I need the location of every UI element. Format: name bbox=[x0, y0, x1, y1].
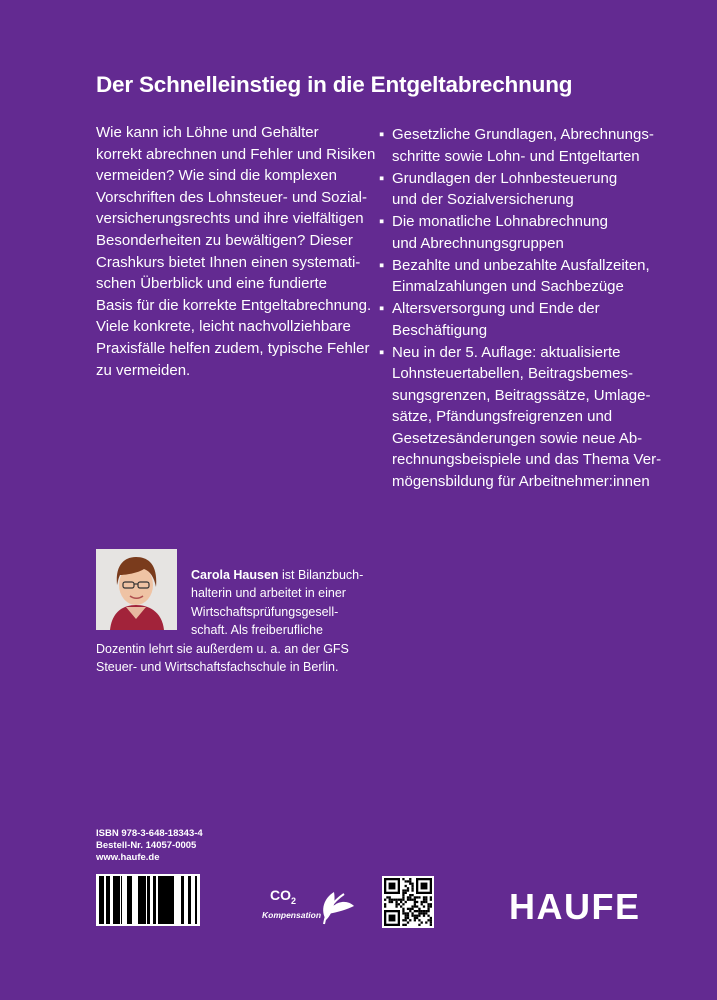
author-name: Carola Hausen bbox=[191, 568, 279, 582]
intro-line: Wie kann ich Löhne und Gehälter bbox=[96, 124, 319, 141]
co2-caption: Kompensation bbox=[262, 910, 322, 920]
bullet-icon: ▪ bbox=[379, 126, 385, 143]
feature-list-line: und Abrechnungsgruppen bbox=[392, 234, 564, 252]
feature-list-line: Bezahlte und unbezahlte Ausfallzeiten, bbox=[392, 256, 650, 274]
order-number: Bestell-Nr. 14057-0005 bbox=[96, 840, 197, 851]
feature-list-item bbox=[378, 255, 668, 298]
feature-list-line: Grundlagen der Lohnbesteuerung bbox=[392, 169, 618, 187]
intro-line: versicherungsrechts und ihre vielfältigen bbox=[96, 210, 364, 228]
bullet-icon: ▪ bbox=[379, 169, 385, 187]
intro-line: Basis für die korrekte Entgeltabrechnung. bbox=[96, 296, 372, 314]
intro-line: Praxisfälle helfen zudem, typische Fehler bbox=[96, 339, 370, 357]
feature-list-line: Altersversorgung und Ende der bbox=[392, 300, 600, 317]
feature-list-line: schritte sowie Lohn- und Entgeltarten bbox=[392, 147, 640, 165]
feature-list-line: sungsgrenzen, Beitragssätze, Umlage- bbox=[392, 386, 651, 404]
intro-line: Vorschriften des Lohnsteuer- und Sozial- bbox=[96, 188, 367, 206]
author-bio: Carola Hausen ist Bilanzbuch- halterin und arbeitet in einer Wirtschaftsprüfungsgesell- schaft. Als freiberufliche Dozentin lehrt sie außerdem u. a. an der GFS Steuer- und Wirtschaftsfachschule in Berlin. bbox=[96, 568, 364, 675]
intro-line: Viele konkrete, leicht nachvollziehbare bbox=[96, 318, 351, 336]
feature-list-item bbox=[378, 211, 668, 254]
feature-list-item bbox=[378, 124, 668, 167]
feature-list-item bbox=[378, 168, 668, 211]
book-title: Der Schnelleinstieg in die Entgeltabrechnung bbox=[96, 72, 573, 97]
feature-list bbox=[378, 124, 668, 493]
intro-line: Besonderheiten zu bewältigen? Dieser bbox=[96, 231, 353, 249]
feature-list-line: Gesetzesänderungen sowie neue Ab- bbox=[392, 429, 643, 447]
co2-label: $CO_2$ bbox=[270, 887, 297, 906]
feature-list-line: Die monatliche Lohnabrechnung bbox=[392, 213, 608, 230]
publisher-logo: HAUFE bbox=[509, 886, 641, 927]
bullet-icon: ▪ bbox=[379, 300, 385, 317]
feature-list-line: mögensbildung für Arbeitnehmer:innen bbox=[392, 472, 650, 490]
feature-list-line: Einmalzahlungen und Sachbezüge bbox=[392, 278, 624, 295]
bullet-icon: ▪ bbox=[379, 256, 385, 274]
intro-line: schen Überblick und eine fundierte bbox=[96, 275, 327, 293]
barcode bbox=[96, 874, 200, 926]
feature-list-item bbox=[378, 342, 668, 493]
bullet-icon: ▪ bbox=[379, 213, 385, 230]
isbn: ISBN 978-3-648-18343-4 bbox=[96, 828, 203, 839]
feature-list-line: Beschäftigung bbox=[392, 321, 488, 339]
intro-line: vermeiden? Wie sind die komplexen bbox=[96, 167, 337, 185]
bullet-icon: ▪ bbox=[379, 343, 385, 361]
website[interactable]: www.haufe.de bbox=[96, 852, 160, 863]
feature-list-item bbox=[378, 298, 668, 341]
intro-line: Crashkurs bietet Ihnen einen systemati- bbox=[96, 253, 361, 271]
feature-list-line: sätze, Pfändungsfreigrenzen und bbox=[392, 408, 613, 425]
intro-line: korrekt abrechnen und Fehler und Risiken bbox=[96, 145, 376, 163]
qr-code[interactable] bbox=[382, 876, 434, 928]
intro-line: zu vermeiden. bbox=[96, 361, 191, 379]
feature-list-line: Neu in der 5. Auflage: aktualisierte bbox=[392, 343, 621, 361]
book-meta bbox=[96, 828, 203, 864]
feature-list-line: Gesetzliche Grundlagen, Abrechnungs- bbox=[392, 126, 654, 143]
feature-list-line: Lohnsteuertabellen, Beitragsbemes- bbox=[392, 365, 633, 382]
feature-list-line: rechnungsbeispiele und das Thema Ver- bbox=[392, 451, 662, 468]
feature-list-line: und der Sozialversicherung bbox=[392, 191, 574, 208]
intro-text bbox=[96, 122, 376, 381]
